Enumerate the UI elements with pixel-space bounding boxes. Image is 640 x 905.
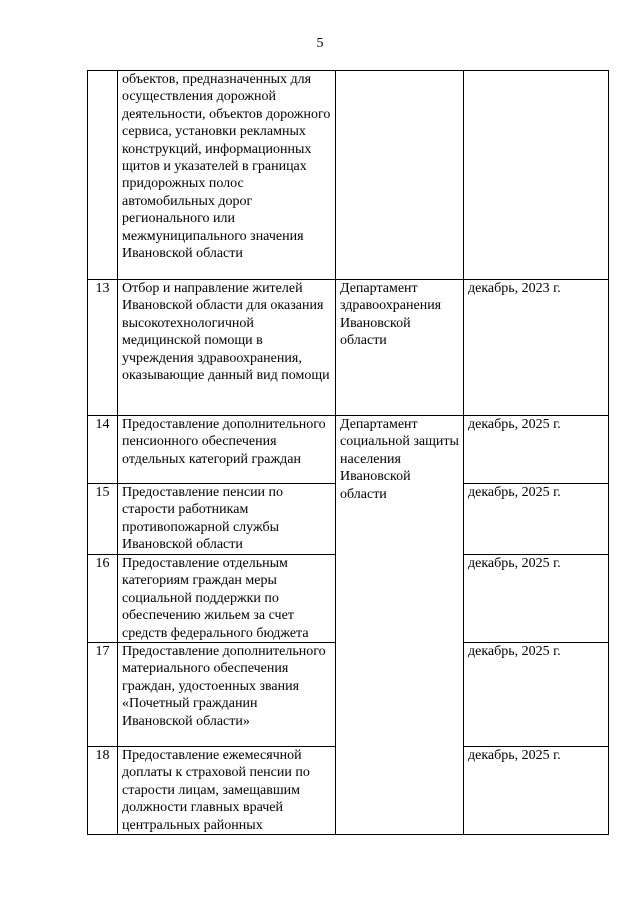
service-name-cell: объектов, предназначенных для осуществления дорожной деятельности, объектов дорожного сервиса, установки рекламных конструкций, информационных щитов и указателей в границах придорожных полос автомобильных дорог регионального или межмуниципального значения Ивановской области xyxy=(118,71,336,280)
deadline-cell xyxy=(464,71,609,280)
row-number-cell: 15 xyxy=(88,484,118,555)
row-number-cell: 18 xyxy=(88,747,118,835)
service-name-cell: Предоставление отдельным категориям граждан меры социальной поддержки по обеспечению жильем за счет средств федерального бюджета xyxy=(118,555,336,643)
table-row-continuation xyxy=(88,71,609,280)
services-table xyxy=(87,70,609,835)
row-number-cell: 13 xyxy=(88,280,118,416)
deadline-cell: декабрь, 2025 г. xyxy=(464,484,609,555)
department-cell xyxy=(336,71,464,280)
service-name-cell: Отбор и направление жителей Ивановской области для оказания высокотехнологичной медицинской помощи в учреждения здравоохранения, оказывающие данный вид помощи xyxy=(118,280,336,416)
table-row xyxy=(88,280,609,416)
department-cell: Департамент здравоохранения Ивановской области xyxy=(336,280,464,416)
deadline-cell: декабрь, 2025 г. xyxy=(464,643,609,747)
deadline-cell: декабрь, 2023 г. xyxy=(464,280,609,416)
row-number-cell xyxy=(88,71,118,280)
service-name-cell: Предоставление пенсии по старости работникам противопожарной службы Ивановской области xyxy=(118,484,336,555)
service-name-cell: Предоставление дополнительного материального обеспечения граждан, удостоенных звания «Почетный гражданин Ивановской области» xyxy=(118,643,336,747)
row-number-cell: 17 xyxy=(88,643,118,747)
service-name-cell: Предоставление ежемесячной доплаты к страховой пенсии по старости лицам, замещавшим должности главных врачей центральных районных xyxy=(118,747,336,835)
deadline-cell: декабрь, 2025 г. xyxy=(464,747,609,835)
service-name-cell: Предоставление дополнительного пенсионного обеспечения отдельных категорий граждан xyxy=(118,416,336,484)
table-row xyxy=(88,416,609,484)
department-cell-merged: Департамент социальной защиты населения Ивановской области xyxy=(336,416,464,835)
row-number-cell: 14 xyxy=(88,416,118,484)
row-number-cell: 16 xyxy=(88,555,118,643)
deadline-cell: декабрь, 2025 г. xyxy=(464,416,609,484)
deadline-cell: декабрь, 2025 г. xyxy=(464,555,609,643)
page-number: 5 xyxy=(316,36,324,51)
